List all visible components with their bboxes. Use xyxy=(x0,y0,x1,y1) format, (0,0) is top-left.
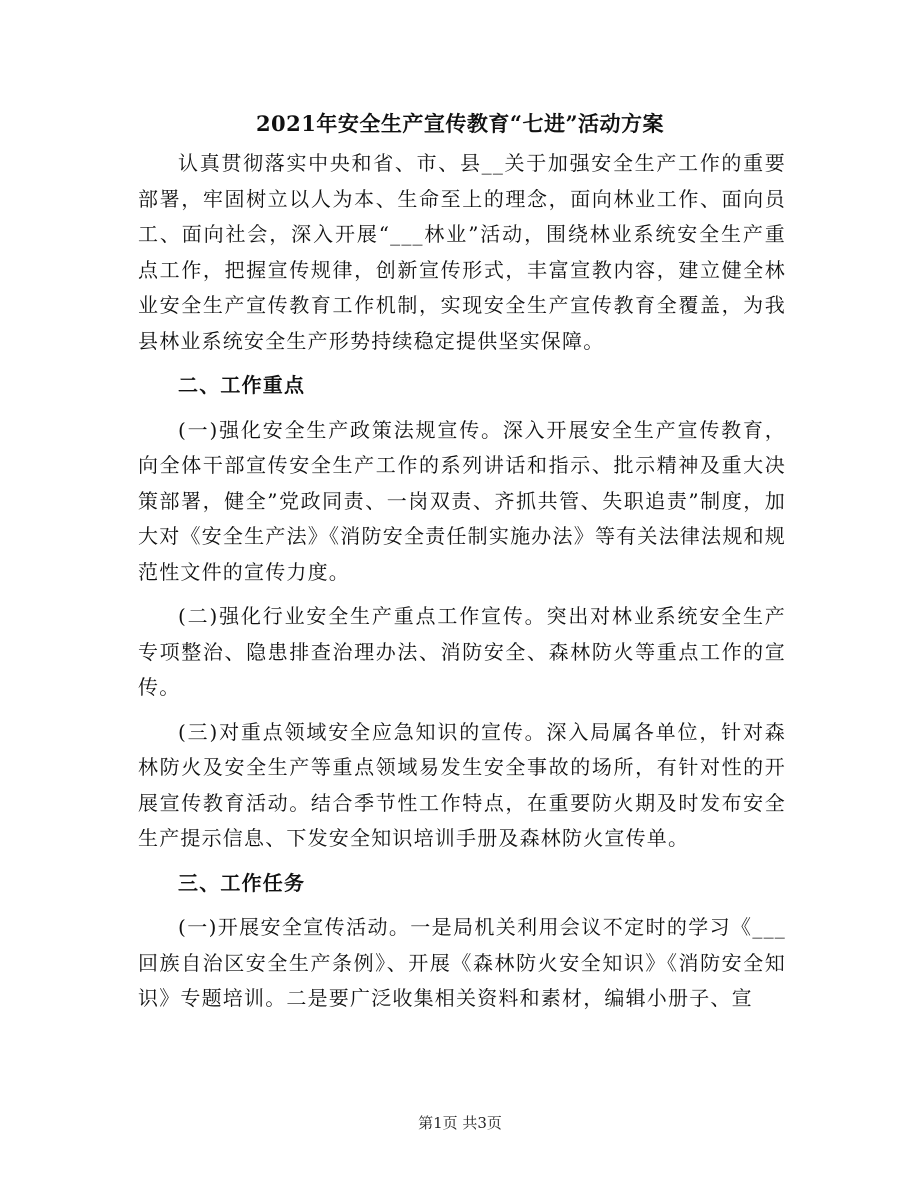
section-heading-work-tasks: 三、工作任务 xyxy=(178,870,306,895)
paragraph-policy-publicity: (一)强化安全生产政策法规宣传。深入开展安全生产宣传教育，向全体干部宣传安全生产工作的系列讲话和指示、批示精神及重大决策部署，健全”党政同责、一岗双责、齐抓共管、失职追责”制度，加大对《安全生产法》《消防安全责任制实施办法》等有关法律法规和规范性文件的宣传力度。 xyxy=(138,417,786,584)
page-footer: 第1页 共3页 xyxy=(418,1114,502,1132)
intro-paragraph: 认真贯彻落实中央和省、市、县__关于加强安全生产工作的重要部署，牢固树立以人为本、生命至上的理念，面向林业工作、面向员工、面向社会，深入开展“___林业”活动，围绕林业系统安全生产重点工作，把握宣传规律，创新宣传形式，丰富宣教内容，建立健全林业安全生产宣传教育工作机制，实现安全生产宣传教育全覆盖，为我县林业系统安全生产形势持续稳定提供坚实保障。 xyxy=(138,151,786,353)
paragraph-safety-activities: (一)开展安全宣传活动。一是局机关利用会议不定时的学习《___回族自治区安全生产条例》、开展《森林防火安全知识》《消防安全知识》专题培训。二是要广泛收集相关资料和素材，编辑小册子、宣 xyxy=(138,915,786,1010)
document-body xyxy=(138,146,786,1026)
section-heading-work-focus: 二、工作重点 xyxy=(178,373,306,397)
document-title: 2021年安全生产宣传教育“七进”活动方案 xyxy=(255,111,665,136)
paragraph-industry-publicity: (二)强化行业安全生产重点工作宣传。突出对林业系统安全生产专项整治、隐患排查治理办法、消防安全、森林防火等重点工作的宣传。 xyxy=(138,604,786,699)
paragraph-emergency-knowledge: (三)对重点领域安全应急知识的宣传。深入局属各单位，针对森林防火及安全生产等重点领域易发生安全事故的场所，有针对性的开展宣传教育活动。结合季节性工作特点，在重要防火期及时发布安全生产提示信息、下发安全知识培训手册及森林防火宣传单。 xyxy=(138,719,786,850)
